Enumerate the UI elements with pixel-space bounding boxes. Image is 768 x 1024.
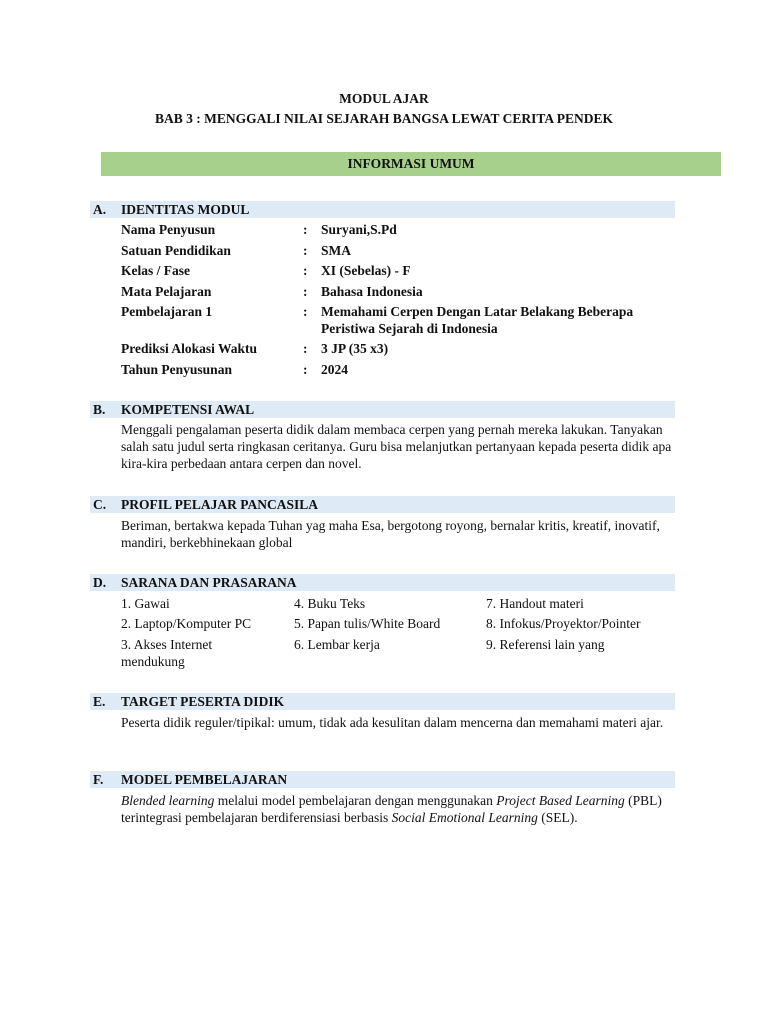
identity-value: Memahami Cerpen Dengan Latar Belakang Beberapa Peristiwa Sejarah di Indonesia (321, 304, 634, 336)
section-title: IDENTITAS MODUL (121, 202, 250, 217)
section-letter: A. (93, 202, 107, 217)
section-letter: C. (93, 497, 107, 512)
identity-label: Pembelajaran 1 (121, 304, 213, 319)
identity-label: Mata Pelajaran (121, 284, 212, 299)
identity-value: Bahasa Indonesia (321, 284, 423, 299)
section-letter: B. (93, 402, 106, 417)
section-c-text: Beriman, bertakwa kepada Tuhan yag maha Esa, bergotong royong, bernalar kritis, kreatif, inovatif, mandiri, berkebhinekaan global (121, 518, 660, 550)
doc-subtitle: BAB 3 : MENGGALI NILAI SEJARAH BANGSA LEWAT CERITA PENDEK (155, 111, 613, 126)
identity-value: 2024 (321, 362, 348, 377)
body-text: (PBL) terintegrasi pembelajaran berdiferensiasi berbasis (121, 793, 662, 825)
facility-item: 9. Referensi lain yang (486, 637, 605, 652)
body-text: (SEL). (537, 810, 578, 825)
section-a-header (90, 201, 675, 218)
section-letter: D. (93, 575, 107, 590)
section-f-header (90, 771, 675, 788)
facility-item: 2. Laptop/Komputer PC (121, 616, 252, 631)
section-title: PROFIL PELAJAR PANCASILA (121, 497, 319, 512)
identity-colon: : (303, 362, 308, 377)
italic-term: Project Based Learning (496, 793, 625, 808)
section-f-text (121, 792, 676, 826)
section-title: KOMPETENSI AWAL (121, 402, 255, 417)
identity-label: Kelas / Fase (121, 263, 190, 278)
identity-colon: : (303, 284, 308, 299)
section-e-text: Peserta didik reguler/tipikal: umum, tidak ada kesulitan dalam mencerna dan memahami materi ajar. (121, 715, 664, 730)
italic-term: Social Emotional Learning (391, 810, 538, 825)
identity-colon: : (303, 263, 308, 278)
doc-title: MODUL AJAR (339, 91, 429, 106)
section-title: SARANA DAN PRASARANA (121, 575, 297, 590)
identity-colon: : (303, 341, 308, 356)
facility-item: 8. Infokus/Proyektor/Pointer (486, 616, 641, 631)
identity-label: Satuan Pendidikan (121, 243, 231, 258)
identity-label: Prediksi Alokasi Waktu (121, 341, 258, 356)
identity-value: SMA (321, 243, 351, 258)
section-b-header (90, 401, 675, 418)
body-text: melalui model pembelajaran dengan menggunakan (214, 793, 497, 808)
section-b-text: Menggali pengalaman peserta didik dalam membaca cerpen yang pernah mereka lakukan. Tanyakan salah satu judul serta ringkasan ceritanya. Guru bisa melanjutkan pertanyaan kepada peserta didik apa kira-kira perbedaan antara cerpen dan novel. (121, 422, 672, 471)
facility-item: 7. Handout materi (486, 596, 584, 611)
facility-item: 1. Gawai (121, 596, 170, 611)
identity-colon: : (303, 222, 308, 237)
section-title: MODEL PEMBELAJARAN (121, 772, 288, 787)
identity-value: Suryani,S.Pd (321, 222, 397, 237)
identity-label: Nama Penyusun (121, 222, 216, 237)
section-letter: E. (93, 694, 106, 709)
facility-item: 5. Papan tulis/White Board (294, 616, 441, 631)
facility-item: 3. Akses Internet mendukung (121, 637, 213, 669)
identity-value: 3 JP (35 x3) (321, 341, 389, 356)
section-c-header (90, 496, 675, 513)
section-letter: F. (93, 772, 104, 787)
facility-item: 6. Lembar kerja (294, 637, 380, 652)
section-banner: INFORMASI UMUM (101, 152, 721, 176)
section-e-header (90, 693, 675, 710)
facility-item: 4. Buku Teks (294, 596, 366, 611)
identity-label: Tahun Penyusunan (121, 362, 232, 377)
identity-colon: : (303, 304, 308, 319)
identity-colon: : (303, 243, 308, 258)
section-title: TARGET PESERTA DIDIK (121, 694, 285, 709)
identity-value: XI (Sebelas) - F (321, 263, 411, 278)
section-d-header (90, 574, 675, 591)
italic-term: Blended learning (121, 793, 215, 808)
